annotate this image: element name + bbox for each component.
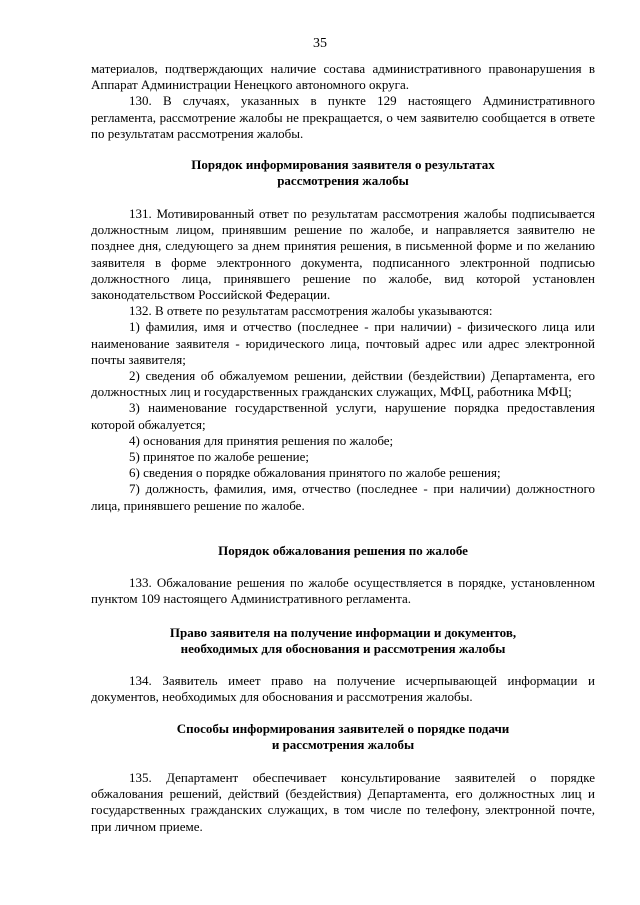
paragraph-131: 131. Мотивированный ответ по результатам рассмотрения жалобы подписывается должностным лицом, принявшим решение по жалобе, и направляется заявителю не позднее дня, следующего за днем принятия решения, в письменной форме и по желанию заявителя в форме электронного документа, подписанного электронной подписью должностного лица, принявшего решение по жалобе, вид которой установлен законодательством Российской Федерации. — [91, 206, 595, 303]
heading-informing-results — [91, 157, 595, 189]
list-item-1: 1) фамилия, имя и отчество (последнее - при наличии) - физического лица или наименование заявителя - юридического лица, почтовый адрес или адрес электронной почты заявителя; — [91, 319, 595, 367]
heading-right-to-information — [91, 625, 595, 657]
paragraph-133: 133. Обжалование решения по жалобе осуществляется в порядке, установленном пунктом 109 настоящего Административного регламента. — [91, 575, 595, 607]
list-item-6: 6) сведения о порядке обжалования принятого по жалобе решения; — [129, 465, 501, 481]
paragraph-continuation: материалов, подтверждающих наличие состава административного правонарушения в Аппарат Администрации Ненецкого автономного округа. — [91, 61, 595, 93]
text-group-1 — [91, 61, 595, 142]
list-item-7: 7) должность, фамилия, имя, отчество (последнее - при наличии) должностного лица, принявшего решение по жалобе. — [91, 481, 595, 513]
heading-appeal-procedure — [91, 543, 595, 559]
heading-line: рассмотрения жалобы — [277, 173, 409, 189]
heading-line: Порядок обжалования решения по жалобе — [218, 543, 468, 558]
text-group-5 — [91, 770, 595, 835]
heading-line: и рассмотрения жалобы — [271, 737, 415, 753]
heading-line: Порядок информирования заявителя о результатах — [191, 157, 495, 172]
page-number: 35 — [313, 36, 327, 51]
paragraph-135: 135. Департамент обеспечивает консультирование заявителей о порядке обжалования решений, действий (бездействия) Департамента, его должностных лиц и государственных гражданских служащих, в том числе по телефону, электронной почте, при личном приеме. — [91, 770, 595, 834]
heading-line: Право заявителя на получение информации и документов, — [169, 625, 517, 640]
text-group-2 — [91, 206, 595, 514]
paragraph-130: 130. В случаях, указанных в пункте 129 настоящего Административного регламента, рассмотрение жалобы не прекращается, о чем заявителю сообщается в ответе по результатам рассмотрения жалобы. — [91, 93, 595, 141]
list-item-3: 3) наименование государственной услуги, нарушение порядка предоставления которой обжалуется; — [91, 400, 595, 432]
heading-informing-methods — [91, 721, 595, 753]
text-group-3 — [91, 575, 595, 607]
list-item-5: 5) принятое по жалобе решение; — [129, 449, 309, 465]
paragraph-134: 134. Заявитель имеет право на получение исчерпывающей информации и документов, необходимых для обоснования и рассмотрения жалобы. — [91, 673, 595, 705]
heading-line: Способы информирования заявителей о порядке подачи — [176, 721, 510, 736]
paragraph-132: 132. В ответе по результатам рассмотрения жалобы указываются: — [129, 303, 493, 319]
heading-line: необходимых для обоснования и рассмотрения жалобы — [180, 641, 506, 657]
list-item-4: 4) основания для принятия решения по жалобе; — [129, 432, 394, 448]
text-group-4 — [91, 673, 595, 705]
list-item-2: 2) сведения об обжалуемом решении, действии (бездействии) Департамента, его должностных лиц и государственных гражданских служащих, МФЦ, работника МФЦ; — [91, 368, 595, 400]
